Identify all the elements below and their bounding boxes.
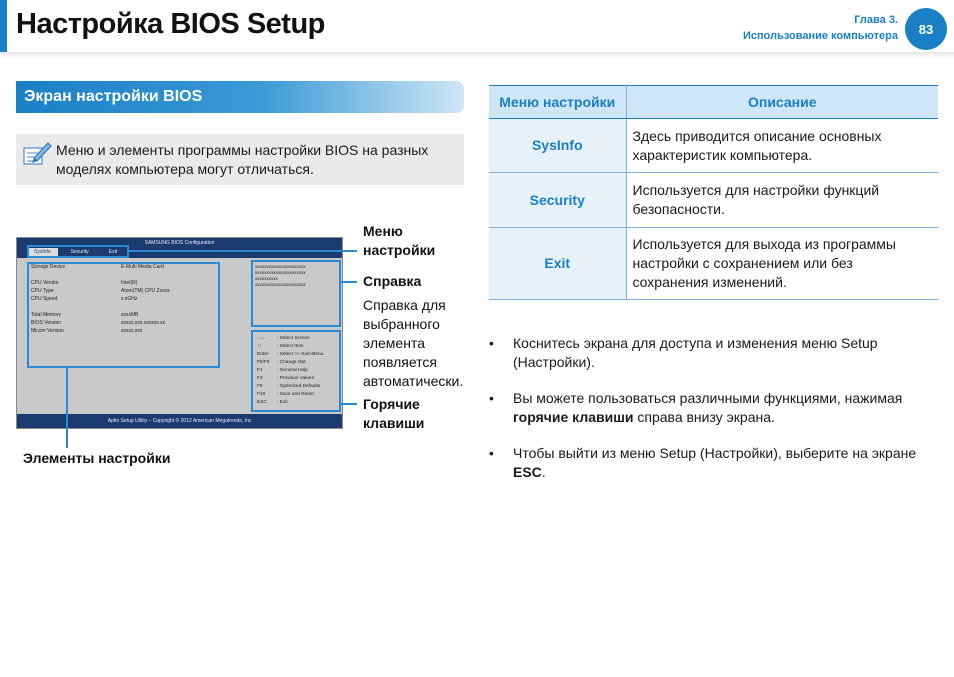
- bios-item[interactable]: Total Memory xxxxMB: [31, 312, 139, 318]
- hotkey-row: F9 : Optimized Defaults: [257, 384, 321, 389]
- table-cell-menu: SysInfo: [489, 119, 626, 173]
- bios-item[interactable]: CPU Type Atom(TM) CPU Zxxxx: [31, 288, 170, 294]
- table-cell-menu: Exit: [489, 228, 626, 300]
- bios-title: SAMSUNG BIOS Configuration: [144, 240, 215, 246]
- hotkey-row: Enter : Select >> Sub-Menu: [257, 352, 324, 357]
- bios-item[interactable]: Micom Version xxxxx.xxx: [31, 328, 143, 334]
- items-callout-line: [66, 368, 68, 448]
- callout-items-label: Элементы настройки: [23, 450, 171, 466]
- bios-help-panel: xxxxxxxxxxxxxxxxxxxxxx xxxxxxxxxxxxxxxxxxxxxx xxxxxxxxxx xxxxxxxxxxxxxxxxxxxxxx: [255, 264, 306, 287]
- items-highlight-box: [27, 262, 220, 368]
- menu-callout-line: [128, 250, 357, 252]
- table-header-row: [489, 86, 938, 119]
- bios-item[interactable]: CPU Vendor Intel(R): [31, 280, 138, 286]
- setup-menu-table: [489, 85, 938, 300]
- callout-hotkeys-label: Горячие клавиши: [363, 396, 425, 431]
- chapter-label: [743, 12, 898, 44]
- help-highlight-box: [251, 260, 341, 327]
- header-rule: [0, 52, 954, 58]
- hotkey-row: F3 : Previous Values: [257, 376, 314, 381]
- hotkey-row: ESC : Exit: [257, 400, 288, 405]
- bios-tab-security[interactable]: Security: [70, 249, 89, 255]
- header-accent-bar: [0, 0, 7, 52]
- pencil-note-icon: [22, 140, 52, 168]
- hotkey-row: ↑↓ : Select Item: [257, 344, 304, 349]
- table-cell-desc: Здесь приводится описание основных характеристик компьютера.: [626, 119, 938, 173]
- hotkey-row: F10 : Save and Reset: [257, 392, 314, 397]
- note-box: [16, 134, 464, 185]
- bios-item[interactable]: Storage Device E-Multi Media Card: [31, 264, 164, 270]
- menu-highlight-box: [27, 245, 129, 258]
- table-cell-menu: Security: [489, 173, 626, 228]
- chapter-title: Использование компьютера: [742, 30, 898, 42]
- note-text: Меню и элементы программы настройки BIOS на разных моделях компьютера могут отличаться.: [56, 142, 429, 177]
- bios-item[interactable]: CPU Speed x.xGHz: [31, 296, 138, 302]
- hotkey-row: →← : Select Screen: [257, 336, 310, 341]
- bios-item[interactable]: BIOS Version xxxxx.xxx.xxxxxx.xx: [31, 320, 166, 326]
- callout-help-desc: Справка для выбранного элемента появляется автоматически.: [363, 297, 464, 389]
- hotkey-row: F1 : General Help: [257, 368, 308, 373]
- hotkey-row: F5/F6 : Change Opt.: [257, 360, 307, 365]
- section-heading: Экран настройки BIOS: [16, 81, 464, 113]
- help-callout-line: [340, 281, 357, 283]
- bios-footer: Aptio Setup Utility – Copyright © 2012 American Megatrends, Inc: [17, 414, 342, 428]
- callout-menu-label: Меню настройки: [363, 223, 436, 258]
- table-row: [489, 173, 938, 228]
- table-cell-desc: Используется для выхода из программы настройки с сохранением или без сохранения изменений.: [626, 228, 938, 300]
- instructions-list: [489, 334, 941, 499]
- list-item: • Чтобы выйти из меню Setup (Настройки), выберите на экране ESC.: [489, 444, 941, 482]
- page-title: Настройка BIOS Setup: [16, 8, 325, 40]
- table-header-menu: Меню настройки: [489, 86, 626, 119]
- bios-tab-sysinfo[interactable]: SysInfo: [27, 248, 58, 256]
- chapter-number: Глава 3.: [854, 14, 898, 26]
- list-item: • Коснитесь экрана для доступа и изменения меню Setup (Настройки).: [489, 334, 941, 372]
- hotkeys-callout-line: [340, 403, 357, 405]
- table-row: [489, 119, 938, 173]
- table-header-description: Описание: [626, 86, 938, 119]
- hotkeys-highlight-box: [251, 330, 341, 412]
- bios-tab-exit[interactable]: Exit: [108, 249, 118, 255]
- table-cell-desc: Используется для настройки функций безопасности.: [626, 173, 938, 228]
- callout-help-label: Справка: [363, 273, 422, 289]
- table-row: [489, 228, 938, 300]
- page-number-badge: 83: [905, 8, 947, 50]
- list-item: • Вы можете пользоваться различными функциями, нажимая горячие клавиши справа внизу экрана.: [489, 389, 941, 427]
